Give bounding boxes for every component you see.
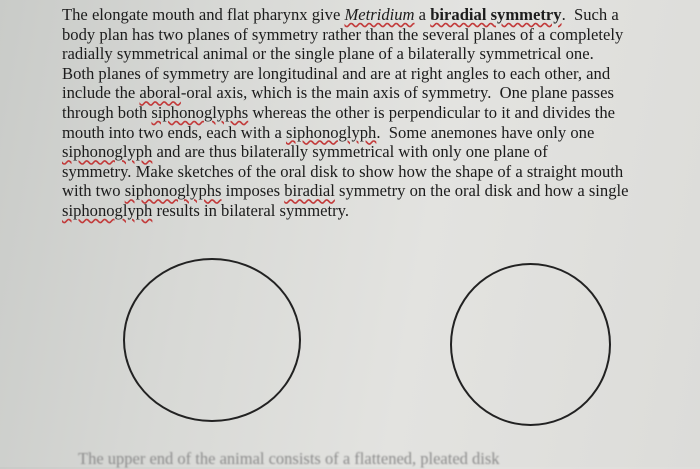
text-line: through both siphonoglyphs whereas the other is perpendicular to it and divides the — [62, 102, 616, 122]
text-line: radially symmetrical animal or the single plane of a bilaterally symmetrical one. — [62, 44, 594, 64]
text-line: Both planes of symmetry are longitudinal and are at right angles to each other, and — [62, 63, 611, 83]
text-line: include the aboral-oral axis, which is the main axis of symmetry. One plane passes — [62, 83, 614, 103]
text-line: siphonoglyph results in bilateral symmetry. — [62, 200, 349, 220]
text-line: with two siphonoglyphs imposes biradial symmetry on the oral disk and how a single — [62, 181, 629, 201]
spellcheck-word: biradial — [284, 181, 335, 201]
species-name: Metridium — [344, 5, 415, 24]
oral-disk-sketch-circle-biradial — [123, 258, 301, 422]
spellcheck-word: siphonoglyph — [62, 200, 153, 220]
text-line: symmetry. Make sketches of the oral disk to show how the shape of a straight mouth — [62, 161, 624, 181]
text-line: body plan has two planes of symmetry rather than the several planes of a completely — [62, 24, 624, 44]
spellcheck-word: siphonoglyphs — [124, 181, 222, 201]
text-line: siphonoglyph and are thus bilaterally symmetrical with only one plane of — [62, 142, 548, 162]
body-paragraph — [62, 5, 700, 221]
spellcheck-word: siphonoglyph — [62, 142, 153, 162]
text-line: mouth into two ends, each with a siphonoglyph. Some anemones have only one — [62, 122, 595, 142]
key-term: biradial symmetry — [430, 5, 562, 24]
spellcheck-word: aboral — [139, 83, 181, 103]
oral-disk-sketch-circle-bilateral — [450, 263, 611, 426]
spellcheck-word: siphonoglyph — [285, 122, 377, 142]
text-line: The elongate mouth and flat pharynx give Metridium a biradial symmetry. Such a — [62, 5, 619, 24]
spellcheck-word: siphonoglyphs — [151, 102, 249, 122]
next-paragraph-cutoff: The upper end of the animal consists of a flattened, pleated disk — [78, 449, 500, 468]
